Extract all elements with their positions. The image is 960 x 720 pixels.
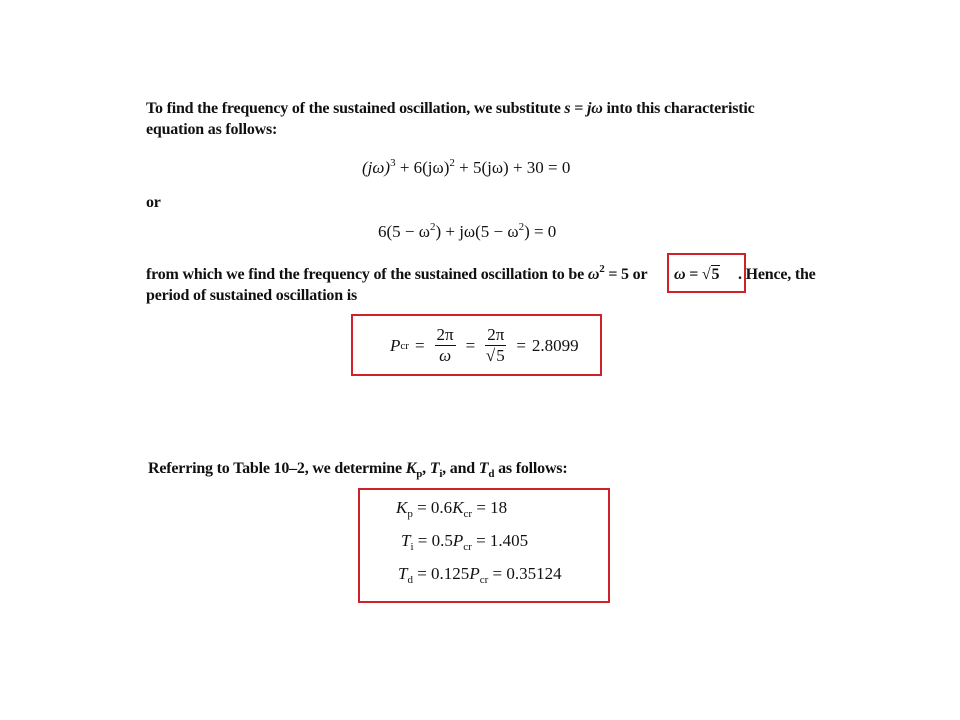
highlight-box-period <box>351 314 602 376</box>
characteristic-equation: $(j\omega)^3 + 6(j\omega)^2 + 5(j\omega) + 30 = 0$ <box>362 157 571 177</box>
fraction-2pi-over-sqrt5: $\frac{2\pi}{√5}$ <box>485 325 505 365</box>
fraction-2pi-over-omega: $\frac{2\pi}{\omega}$ <box>436 325 454 365</box>
real-imag-equation: $6(5 - \omega^2) + j\omega(5 - \omega^2) = 0$ <box>378 221 557 241</box>
gain-td: $T_d = 0.125P_{cr} = 0.35124$ <box>398 564 562 586</box>
highlight-box-gains <box>358 488 610 603</box>
intro-line-1: To find the frequency of the sustained oscillation, we substitute s = jω into this characteristic <box>146 100 755 117</box>
intro-line-2: equation as follows: <box>146 121 278 138</box>
or-label: or <box>146 194 161 211</box>
period-equation: P cr = $\frac{2\pi}{\omega}$ = $\frac{2\pi}{√5}$ = 2.8099 <box>390 325 579 365</box>
sqrt-symbol: √5 <box>701 266 720 283</box>
result-line-1-end: . Hence, the <box>738 266 816 283</box>
gain-ti: $T_i = 0.5P_{cr} = 1.405$ <box>401 531 529 553</box>
table-reference-line: Referring to Table 10–2, we determine $K_p$, $T_i$, and $T_d$ as follows: <box>148 460 568 480</box>
highlight-box-omega <box>667 253 746 293</box>
gain-kp: $K_p = 0.6K_{cr} = 18$ <box>396 498 508 520</box>
result-line-2: period of sustained oscillation is <box>146 287 358 304</box>
result-line-1: from which we find the frequency of the sustained oscillation to be $\omega^2 = 5$ or <box>146 263 648 283</box>
omega-sqrt-result: ω = √5 <box>674 266 720 283</box>
